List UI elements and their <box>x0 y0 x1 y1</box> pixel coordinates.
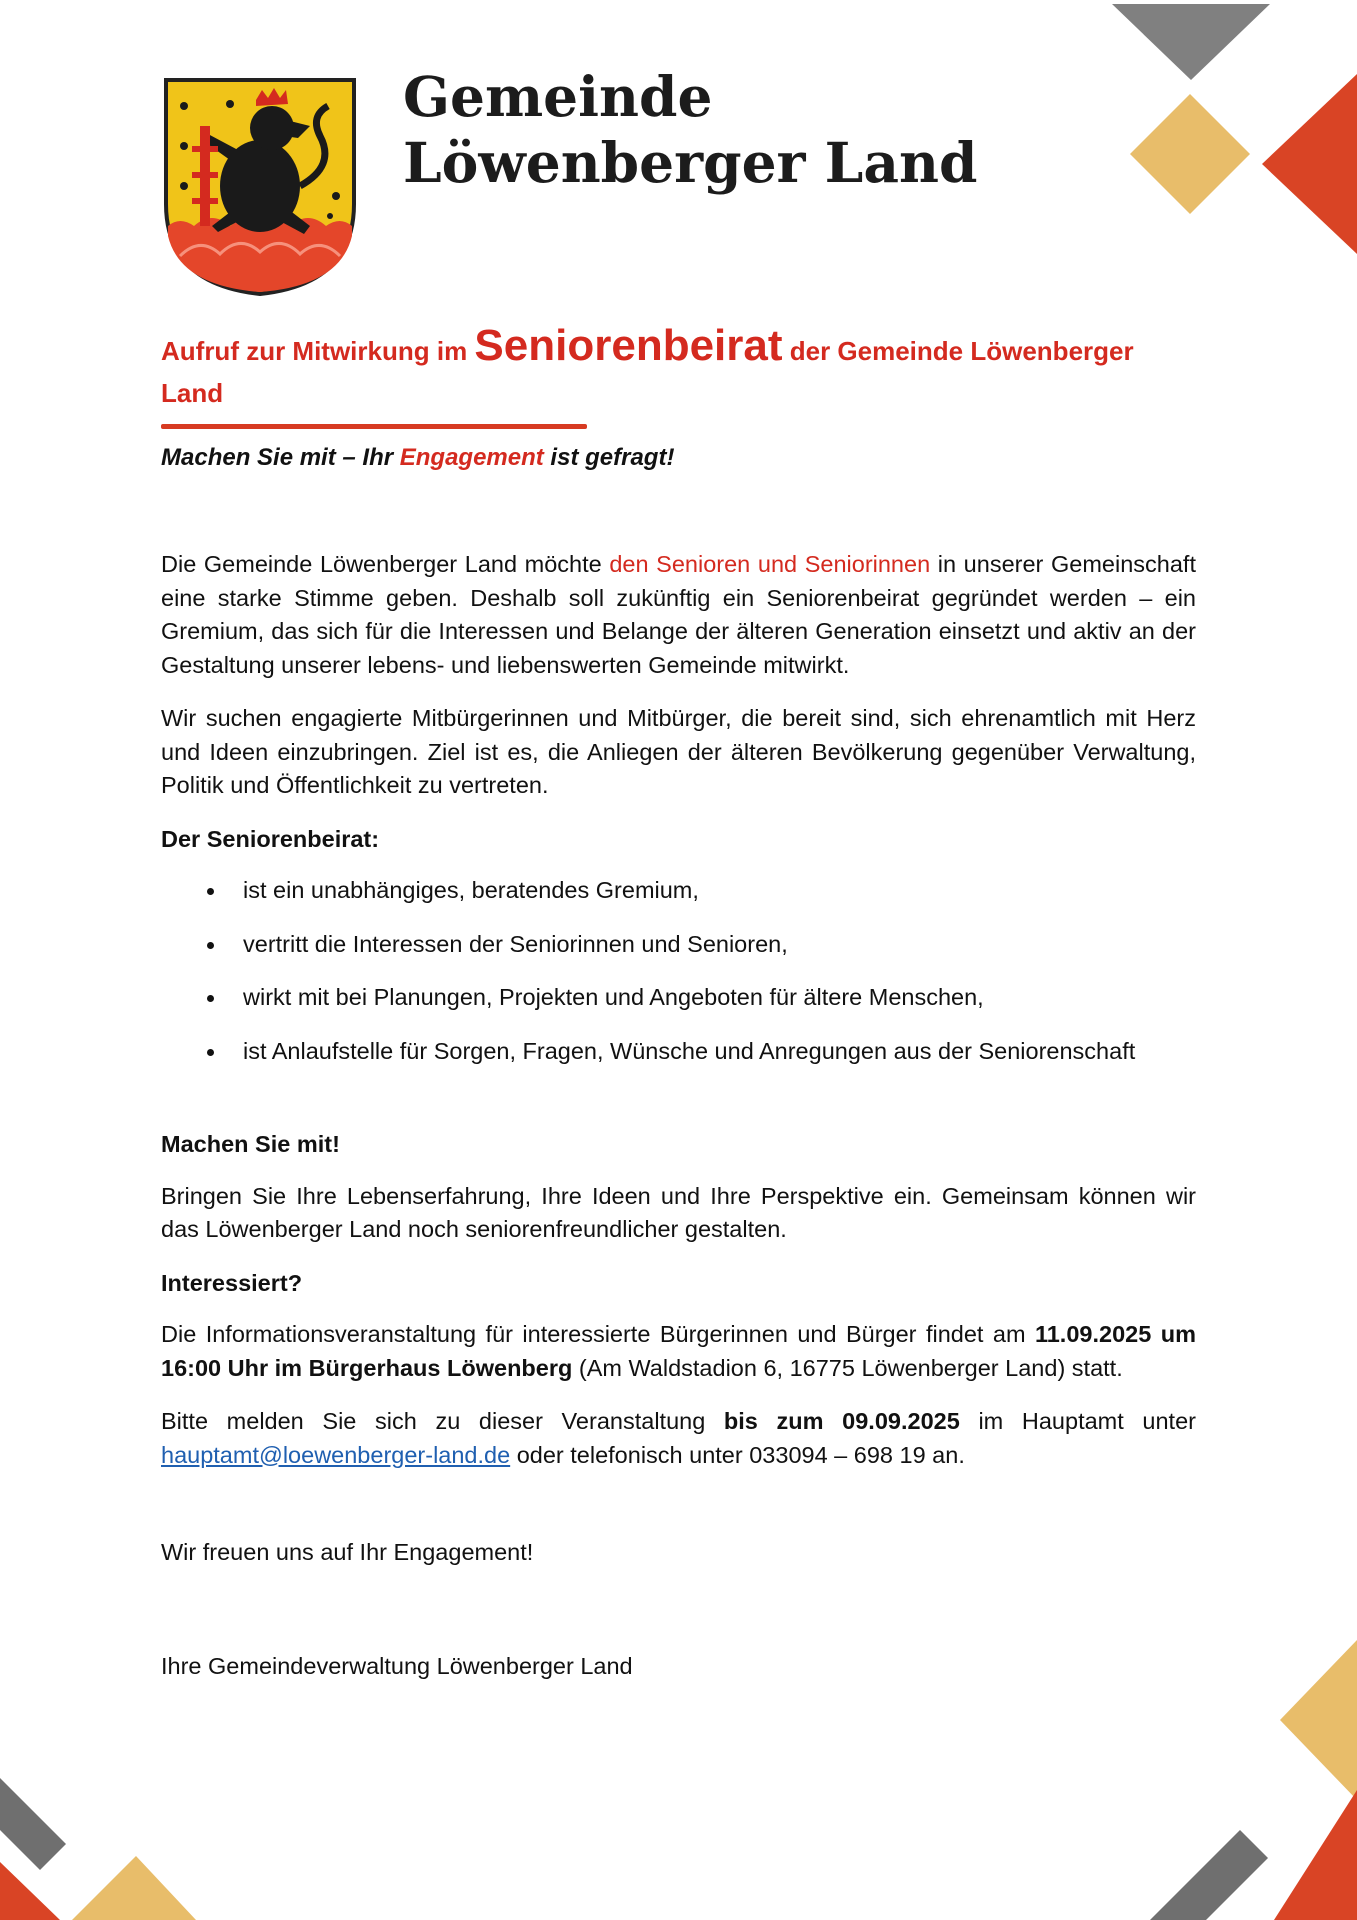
event-paragraph <box>161 1318 1196 1385</box>
interest-heading: Interessiert? <box>161 1269 303 1296</box>
gold-triangle-right <box>1280 1640 1357 1800</box>
event-after: (Am Waldstadion 6, 16775 Löwenberger Land) statt. <box>572 1354 1123 1381</box>
list-item: wirkt mit bei Planungen, Projekten und Angeboten für ältere Menschen, <box>161 981 1196 1015</box>
register-before: Bitte melden Sie sich zu dieser Veranstaltung <box>161 1408 724 1434</box>
email-link[interactable]: hauptamt@loewenberger-land.de <box>161 1441 511 1468</box>
body-text <box>161 548 1196 1703</box>
gold-triangle-bottom-left <box>72 1856 196 1920</box>
about-heading: Der Seniorenbeirat: <box>161 825 380 852</box>
list-item: ist ein unabhängiges, beratendes Gremium, <box>161 874 1196 908</box>
intro-p1-after: in unserer Gemeinschaft eine starke Stimme geben. Deshalb soll zukünftig ein Seniorenbeirat gegründet werden – ein Gremium, das sich für die Interessen und Belange der älteren Generation einsetzt und aktiv an der Gestaltung unserer lebens- und liebenswerten Gemeinde mitwirkt. <box>161 551 1196 678</box>
subtitle-part1: Machen Sie mit – Ihr <box>161 444 400 471</box>
gold-diamond-top <box>1130 94 1250 214</box>
gray-triangle-top <box>1112 4 1270 80</box>
about-list <box>161 874 1196 1068</box>
gray-stripe-bottom-right <box>1150 1830 1268 1920</box>
coat-of-arms-lion-icon <box>160 76 360 298</box>
intro-paragraph-2: Wir suchen engagierte Mitbürgerinnen und Mitbürger, die bereit sind, sich ehrenamtlich mit Herz und Ideen einzubringen. Ziel ist es, die Anliegen der älteren Bevölkerung gegenüber Verwaltung, Politik und Öffentlichkeit zu vertreten. <box>161 705 1196 798</box>
intro-paragraph-1 <box>161 548 1196 682</box>
title-big-word: Seniorenbeirat <box>474 321 783 370</box>
event-date-location: 11.09.2025 um 16:00 Uhr im Bürgerhaus Löwenberg <box>161 1321 1196 1381</box>
list-item: vertritt die Interessen der Seniorinnen und Senioren, <box>161 928 1196 962</box>
closing-line: Wir freuen uns auf Ihr Engagement! <box>161 1539 534 1565</box>
title-part1: Aufruf zur Mitwirkung im <box>161 336 475 366</box>
red-triangle-bottom-left <box>0 1862 60 1920</box>
registration-paragraph <box>161 1405 1196 1472</box>
join-heading: Machen Sie mit! <box>161 1131 340 1157</box>
register-after: oder telefonisch unter 033094 – 698 19 an. <box>510 1441 965 1468</box>
intro-p1-before: Die Gemeinde Löwenberger Land möchte <box>161 551 610 577</box>
org-name-line1: Gemeinde <box>403 64 713 129</box>
join-paragraph: Bringen Sie Ihre Lebenserfahrung, Ihre Ideen und Ihre Perspektive ein. Gemeinsam können wir das Löwenberger Land noch seniorenfreundlicher gestalten. <box>161 1182 1196 1242</box>
page-title <box>161 321 1196 414</box>
event-before: Die Informationsveranstaltung für interessierte Bürgerinnen und Bürger findet am <box>161 1321 1035 1347</box>
gray-stripe-bottom-left <box>0 1778 66 1870</box>
register-mid: im Hauptamt unter <box>959 1408 1196 1434</box>
title-section <box>161 321 1196 475</box>
red-triangle-bottom-right <box>1274 1790 1357 1920</box>
title-underline-divider <box>161 424 587 429</box>
register-deadline: bis zum 09.09.2025 <box>723 1408 960 1434</box>
signature: Ihre Gemeindeverwaltung Löwenberger Land <box>161 1652 633 1679</box>
subtitle-part2: ist gefragt! <box>543 444 675 471</box>
organization-name <box>403 64 977 196</box>
red-triangle-top <box>1262 74 1357 254</box>
org-name-line2: Löwenberger Land <box>403 130 978 195</box>
subtitle <box>161 441 1196 475</box>
subtitle-highlight: Engagement <box>399 444 544 471</box>
title-part2: der Gemeinde Löwenberger Land <box>161 336 1134 408</box>
list-item: ist Anlaufstelle für Sorgen, Fragen, Wünsche und Anregungen aus der Seniorenschaft <box>161 1035 1196 1069</box>
intro-p1-highlight: den Senioren und Seniorinnen <box>609 551 931 577</box>
